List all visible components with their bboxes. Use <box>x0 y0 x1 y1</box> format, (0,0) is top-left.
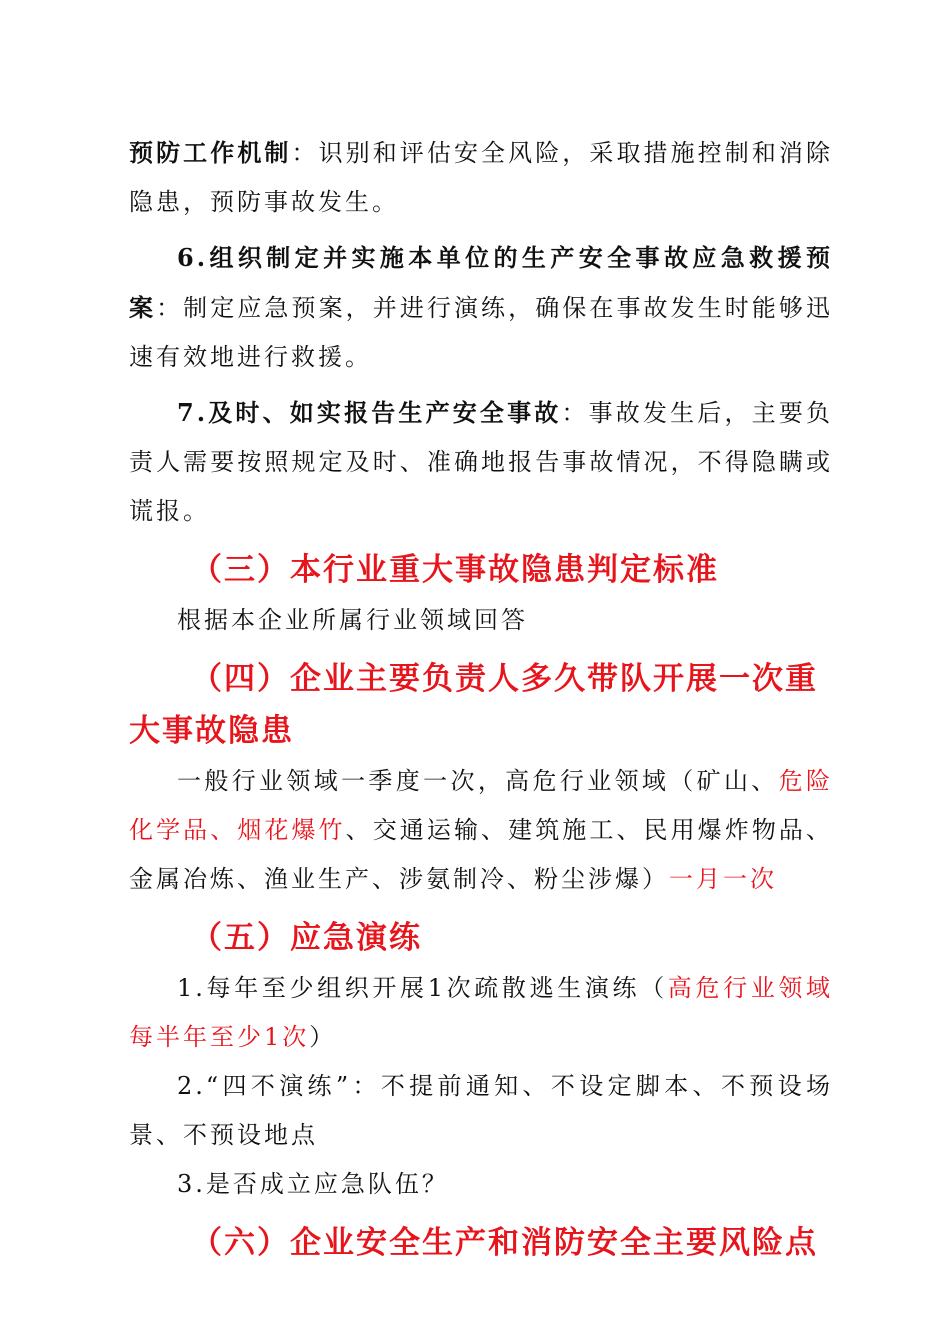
item-6-label: 6.组织制定并实施本单位的生产安全事故应急救援预案 <box>129 243 833 322</box>
section-5-item-1-highlight: 高危行业领域每半年至少1次 <box>129 974 834 1051</box>
item-7-paragraph <box>129 388 833 536</box>
section-5-item-1 <box>129 964 833 1062</box>
section-4-paragraph <box>129 757 833 904</box>
prevention-text: ：识别和评估安全风险，采取措施控制和消除隐患，预防事故发生。 <box>129 139 834 216</box>
section-5-item-1-text: 1.每年至少组织开展1次疏散逃生演练（ <box>177 974 668 1002</box>
item-7-label: 7.及时、如实报告生产安全事故 <box>177 398 562 427</box>
section-3-heading: （三）本行业重大事故隐患判定标准 <box>191 552 719 588</box>
prevention-paragraph <box>129 128 833 227</box>
section-6-heading: （六）企业安全生产和消防安全主要风险点 <box>191 1225 818 1261</box>
prevention-label: 预防工作机制 <box>129 138 292 167</box>
section-5-heading: （五）应急演练 <box>191 920 422 956</box>
section-5-item-3: 3.是否成立应急队伍？ <box>177 1170 449 1198</box>
section-4-highlight-b: 一月一次 <box>669 865 777 893</box>
section-4-heading: （四）企业主要负责人多久带队开展一次重大事故隐患 <box>129 661 818 749</box>
document-page <box>129 128 833 1269</box>
section-4-text-b: 、交通运输、建筑施工、民用爆炸物品、金属冶炼、渔业生产、涉氨制冷、粉尘涉爆） <box>129 816 833 893</box>
section-5-item-1-end: ） <box>309 1023 337 1051</box>
item-7-text: ：事故发生后，主要负责人需要按照规定及时、准确地报告事故情况，不得隐瞒或谎报。 <box>129 399 833 525</box>
item-6-text: ：制定应急预案，并进行演练，确保在事故发生时能够迅速有效地进行救援。 <box>129 294 834 371</box>
section-4-highlight-a: 危险化学品、烟花爆竹 <box>129 767 834 844</box>
item-6-paragraph <box>129 233 833 382</box>
section-4-text-a: 一般行业领域一季度一次，高危行业领域（矿山、 <box>177 767 779 795</box>
section-3-text: 根据本企业所属行业领域回答 <box>177 606 528 634</box>
section-5-item-2: 2.“四不演练”：不提前通知、不设定脚本、不预设场景、不预设地点 <box>129 1072 833 1149</box>
